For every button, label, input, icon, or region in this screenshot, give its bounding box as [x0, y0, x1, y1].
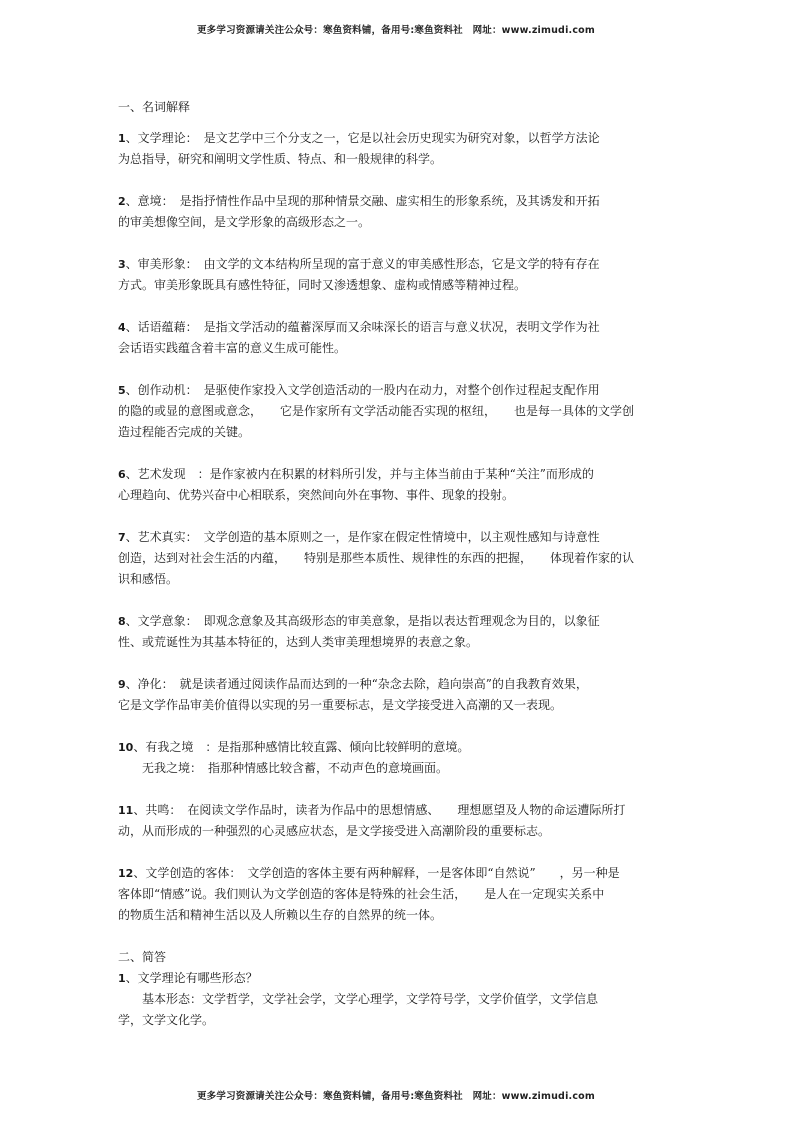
- entry-number: 10: [118, 741, 134, 754]
- footer-banner: 更多学习资源请关注公众号：寒鱼资料铺，备用号:寒鱼资料社 网址：www.zimudi.com: [196, 1091, 595, 1102]
- entry-line: [118, 254, 678, 275]
- list-item: [118, 254, 678, 296]
- entry-line: [118, 611, 678, 632]
- entry-line: [118, 569, 678, 590]
- entry-line: [118, 632, 678, 653]
- entry-line: [118, 674, 678, 695]
- entry-text: 、文学创造的客体： 文学创造的客体主要有两种解释，一是客体即“自然说” ，另一种是: [133, 866, 620, 880]
- entry-line: [118, 128, 678, 149]
- list-item: [118, 191, 678, 233]
- entry-text: 、意境： 是指抒情性作品中呈现的那种情景交融、虚实相生的形象系统，及其诱发和开拓: [125, 194, 600, 208]
- entry-number: 11: [118, 804, 134, 817]
- entry-line: [118, 464, 678, 485]
- document-body: [118, 97, 678, 1031]
- entry-line: [118, 905, 678, 926]
- header-banner: 更多学习资源请关注公众号：寒鱼资料铺，备用号:寒鱼资料社 网址：www.zimudi.com: [196, 25, 595, 36]
- entry-line: [118, 191, 678, 212]
- entry-text: 、艺术真实： 文学创造的基本原则之一，是作家在假定性情境中，以主观性感知与诗意性: [125, 530, 600, 544]
- question-line: [118, 968, 678, 989]
- entry-line: [118, 317, 678, 338]
- entry-text: 、话语蕴藉： 是指文学活动的蕴蓄深厚而又余味深长的语言与意义状况，表明文学作为社: [125, 320, 600, 334]
- entry-number: 12: [118, 867, 134, 880]
- entry-text: 客体即“情感”说。我们则认为文学创造的客体是特殊的社会生活， 是人在一定现实关系中: [118, 887, 605, 901]
- entry-line: [118, 821, 678, 842]
- entry-number: 5: [118, 384, 126, 397]
- entry-line: [118, 863, 678, 884]
- entry-line: [118, 884, 678, 905]
- list-item: [118, 464, 678, 506]
- entry-text: 的审美想像空间，是文学形象的高级形态之一。: [118, 215, 371, 229]
- answer-block: [118, 989, 678, 1031]
- entry-text: 会话语实践蕴含着丰富的意义生成可能性。: [118, 341, 347, 355]
- entry-text: 造过程能否完成的关键。: [118, 425, 251, 439]
- answer-line: 学，文学文化学。: [118, 1013, 215, 1027]
- entry-text: 无我之境： 指那种情感比较含蓄，不动声色的意境画面。: [118, 761, 449, 775]
- entry-text: 、文学理论： 是文艺学中三个分支之一，它是以社会历史现实为研究对象，以哲学方法论: [125, 131, 600, 145]
- entry-text: 动，从而形成的一种强烈的心灵感应状态，是文学接受进入高潮阶段的重要标志。: [118, 824, 551, 838]
- entry-line: [118, 758, 678, 779]
- entry-text: 、艺术发现 ：是作家被内在积累的材料所引发，并与主体当前由于某种“关注”而形成的: [125, 467, 594, 481]
- list-item: [118, 674, 678, 716]
- entry-line: [118, 422, 678, 443]
- entry-line: [118, 695, 678, 716]
- list-item: [118, 527, 678, 590]
- entry-line: [118, 380, 678, 401]
- section-title: 二、简答: [118, 950, 167, 964]
- entry-line: [118, 149, 678, 170]
- list-item: [118, 317, 678, 359]
- entry-text: 识和感悟。: [118, 572, 179, 586]
- entry-line: [118, 401, 678, 422]
- entry-text: 、有我之境 ：是指那种感情比较直露、倾向比较鲜明的意境。: [133, 740, 470, 754]
- list-item: [118, 611, 678, 653]
- entry-number: 1: [118, 132, 126, 145]
- list-item: [118, 737, 678, 779]
- entry-text: 、共鸣： 在阅读文学作品时，读者为作品中的思想情感、 理想愿望及人物的命运遭际所打: [133, 803, 626, 817]
- entry-number: 8: [118, 615, 126, 628]
- entry-text: 、创作动机： 是驱使作家投入文学创造活动的一股内在动力，对整个创作过程起支配作用: [125, 383, 600, 397]
- list-item: [118, 380, 678, 443]
- entry-text: 方式。审美形象既具有感性特征，同时又渗透想象、虚构或情感等精神过程。: [118, 278, 527, 292]
- entry-line: [118, 338, 678, 359]
- list-item: [118, 800, 678, 842]
- entry-text: 、净化： 就是读者通过阅读作品而达到的一种“杂念去除，趋向崇高”的自我教育效果，: [125, 677, 588, 691]
- entry-text: 创造，达到对社会生活的内蕴， 特别是那些本质性、规律性的东西的把握， 体现着作家的认: [118, 551, 635, 565]
- entry-text: 、审美形象： 由文学的文本结构所呈现的富于意义的审美感性形态，它是文学的特有存在: [125, 257, 600, 271]
- entry-text: 的物质生活和精神生活以及人所赖以生存的自然界的统一体。: [118, 908, 443, 922]
- entry-line: [118, 275, 678, 296]
- entry-text: 心理趋向、优势兴奋中心相联系，突然间向外在事物、事件、现象的投射。: [118, 488, 515, 502]
- entry-line: [118, 548, 678, 569]
- list-item: [118, 128, 678, 170]
- entry-line: [118, 527, 678, 548]
- list-item: [118, 863, 678, 926]
- entry-number: 3: [118, 258, 126, 271]
- glossary-list: [118, 128, 678, 926]
- entry-text: 、文学意象： 即观念意象及其高级形态的审美意象，是指以表达哲理观念为目的，以象征: [125, 614, 600, 628]
- entry-text: 的隐的或显的意图或意念， 它是作家所有文学活动能否实现的枢纽， 也是每一具体的文学创: [118, 404, 635, 418]
- answer-line: 基本形态：文学哲学，文学社会学，文学心理学，文学符号学，文学价值学，文学信息: [118, 992, 599, 1006]
- entry-number: 2: [118, 195, 126, 208]
- entry-number: 4: [118, 321, 126, 334]
- entry-text: 它是文学作品审美价值得以实现的另一重要标志，是文学接受进入高潮的又一表现。: [118, 698, 563, 712]
- entry-text: 性、或荒诞性为其基本特征的，达到人类审美理想境界的表意之象。: [118, 635, 479, 649]
- entry-line: [118, 737, 678, 758]
- entry-number: 6: [118, 468, 126, 481]
- entry-line: [118, 485, 678, 506]
- section-title: 一、名词解释: [118, 100, 191, 114]
- question-number: 1: [118, 972, 126, 985]
- entry-text: 为总指导，研究和阐明文学性质、特点、和一般规律的科学。: [118, 152, 443, 166]
- entry-number: 9: [118, 678, 126, 691]
- entry-line: [118, 800, 678, 821]
- entry-line: [118, 212, 678, 233]
- question-text: 、文学理论有哪些形态？: [125, 971, 258, 985]
- entry-number: 7: [118, 531, 126, 544]
